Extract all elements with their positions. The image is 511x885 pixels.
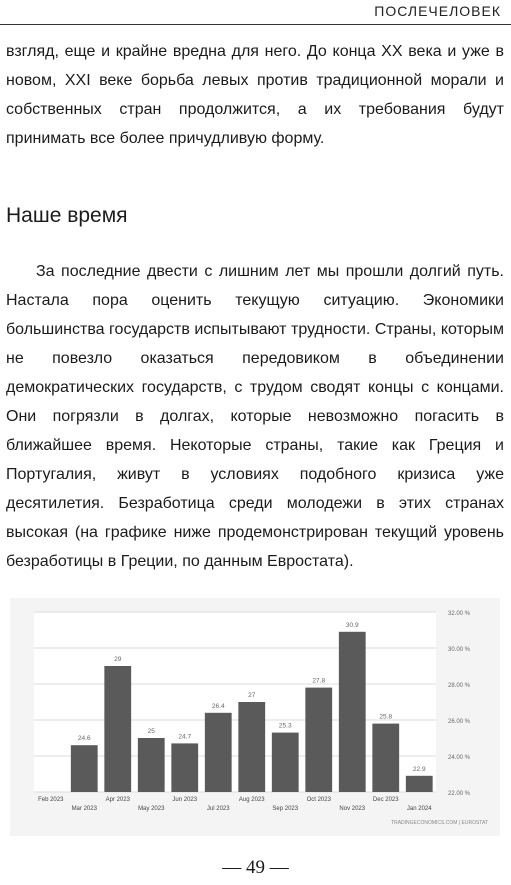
bar (138, 738, 165, 792)
chart-svg (10, 598, 500, 836)
bar (104, 666, 131, 792)
x-tick-label: Oct 2023 (306, 797, 331, 803)
main-paragraph: За последние двести с лишним лет мы прошли долгий путь. Настала пора оценить текущую ситуацию. Экономики большинства государств испытывают трудности. Страны, которым не повезло оказаться передовиком в объединении демократических государств, с трудом сводят концы с концами. Они погрязли в долгах, которые невозможно погасить в ближайшее время. Некоторые страны, такие как Греция и Португалия, живут в условиях подобного кризиса уже десятилетия. Безработица среди молодежи в этих странах высокая (на графике ниже продемонстрирован текущий уровень безработицы в Греции, по данным Евростата). (6, 263, 504, 570)
bar-value-label: 27 (248, 692, 256, 699)
bar (272, 733, 299, 792)
x-tick-label: Dec 2023 (372, 797, 399, 803)
y-tick-label: 28.00 % (448, 683, 471, 689)
x-tick-label: Mar 2023 (71, 806, 97, 812)
bar (205, 713, 232, 792)
bar-value-label: 27.8 (312, 677, 326, 685)
x-tick-label: Feb 2023 (38, 797, 64, 803)
x-tick-label: Jul 2023 (206, 806, 230, 812)
x-tick-label: May 2023 (138, 806, 165, 812)
bar-value-label: 25.8 (379, 713, 393, 721)
x-tick-label: Apr 2023 (105, 797, 130, 803)
bar-value-label: 29 (114, 656, 122, 663)
bar (238, 702, 265, 792)
x-tick-label: Sep 2023 (272, 806, 299, 812)
bar (339, 632, 366, 792)
running-title: ПОСЛЕЧЕЛОВЕК (374, 3, 501, 19)
bar (406, 776, 433, 792)
x-tick-label: Jun 2023 (172, 797, 198, 803)
bar-value-label: 25 (147, 728, 155, 735)
section-heading: Наше время (6, 204, 128, 227)
top-paragraph: взгляд, еще и крайне вредна для него. До конца XX века и уже в новом, XXI веке борьба левых против традиционной морали и собственных стран продолжится, а их требования будут принимать все более причудливую форму. (6, 43, 504, 147)
y-tick-label: 26.00 % (448, 719, 471, 725)
bar-value-label: 30.9 (345, 621, 359, 629)
y-tick-label: 32.00 % (448, 611, 471, 617)
y-tick-label: 22.00 % (448, 791, 471, 797)
bar-value-label: 24.7 (178, 733, 192, 741)
y-tick-label: 30.00 % (448, 647, 471, 653)
x-tick-label: Aug 2023 (238, 797, 265, 803)
chart-source: TRADINGECONOMICS.COM | EUROSTAT (391, 820, 488, 826)
header-rule (0, 24, 511, 25)
x-tick-label: Jan 2024 (406, 806, 432, 812)
bar (372, 724, 399, 792)
bar (305, 688, 332, 792)
bar (171, 743, 198, 792)
bar-value-label: 25.3 (278, 722, 292, 730)
bar (71, 745, 98, 792)
unemployment-chart (10, 598, 500, 836)
page-number: — 49 — (222, 857, 289, 878)
bar-value-label: 26.4 (211, 702, 225, 710)
y-tick-label: 24.00 % (448, 755, 471, 761)
x-tick-label: Nov 2023 (339, 806, 366, 812)
bar-value-label: 22.9 (412, 765, 426, 773)
bar-value-label: 24.6 (77, 735, 91, 743)
